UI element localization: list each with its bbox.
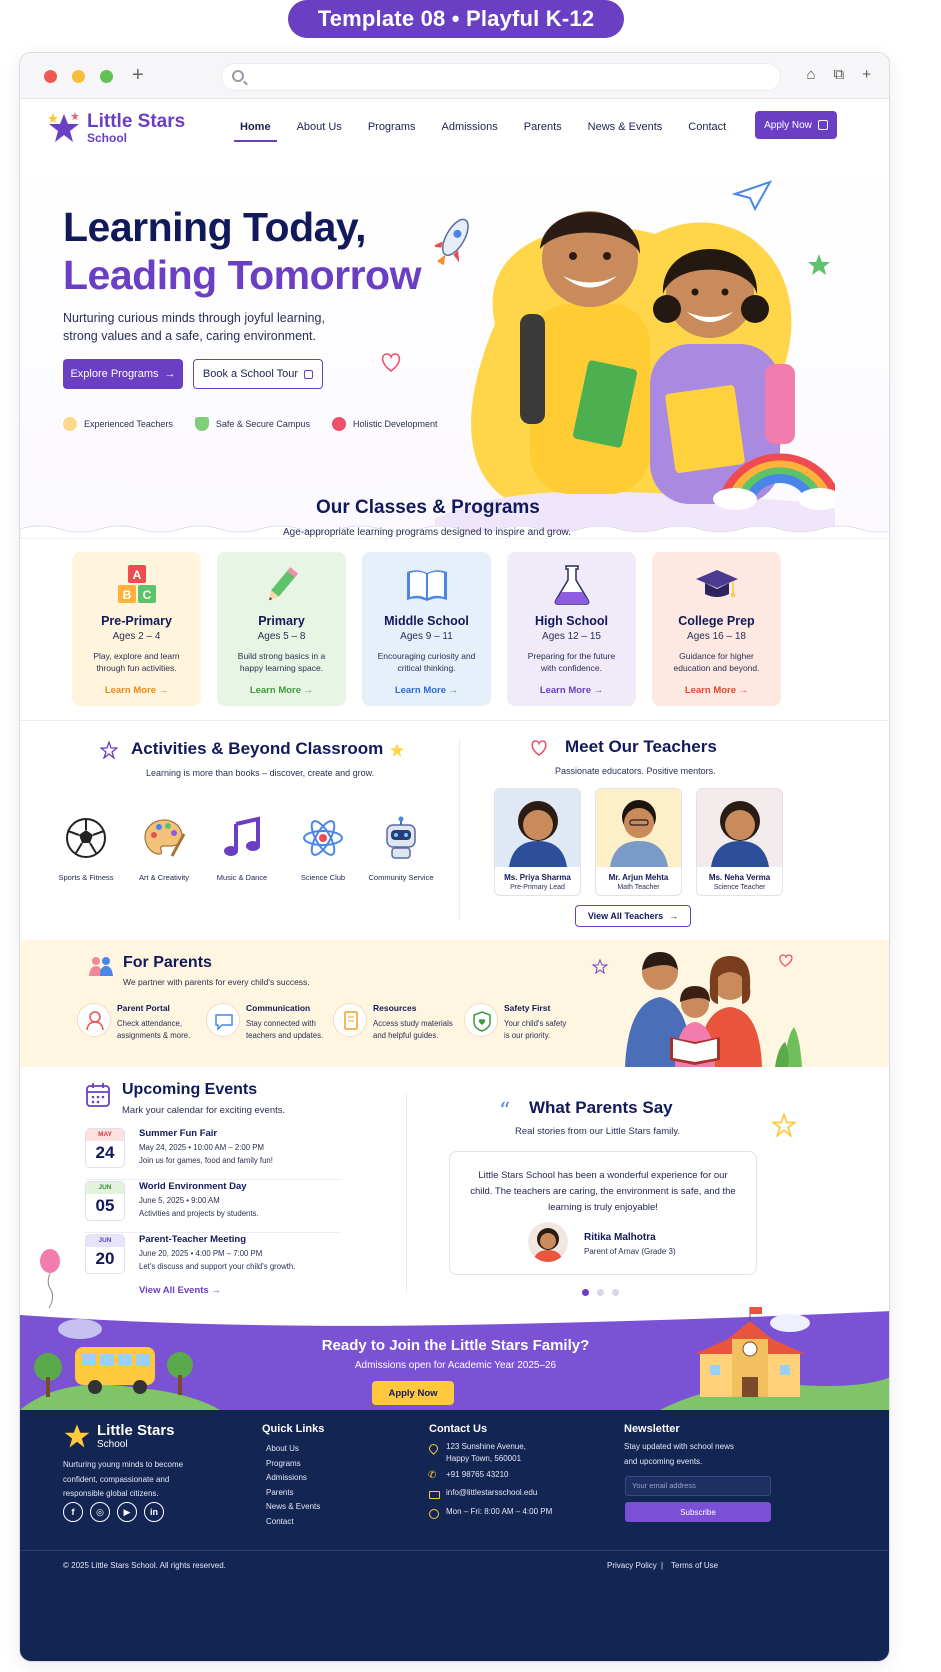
teacher-name: Ms. Priya Sharma bbox=[504, 873, 571, 882]
teacher-card[interactable] bbox=[595, 788, 682, 896]
balloon-icon bbox=[37, 1248, 63, 1310]
program-name: Primary bbox=[258, 614, 305, 628]
activity-music[interactable] bbox=[209, 816, 275, 883]
open-book-icon bbox=[405, 564, 449, 606]
events-title: Upcoming Events bbox=[122, 1081, 258, 1098]
event-day: 24 bbox=[95, 1143, 115, 1162]
hero-title-line1: Learning Today, bbox=[63, 204, 367, 250]
parent-item-title: Safety First bbox=[504, 1003, 551, 1013]
close-window-dot[interactable] bbox=[44, 70, 57, 83]
learn-more-label: Learn More bbox=[104, 685, 157, 696]
robot-icon bbox=[379, 816, 423, 860]
program-card-middle-school[interactable] bbox=[362, 552, 491, 706]
book-tour-button[interactable] bbox=[193, 359, 323, 389]
program-learn-more[interactable] bbox=[217, 685, 346, 696]
site-navbar bbox=[20, 99, 890, 159]
maximize-window-dot[interactable] bbox=[100, 70, 113, 83]
cta-background bbox=[20, 1307, 890, 1410]
hero-features bbox=[63, 417, 438, 431]
learn-more-label: Learn More bbox=[249, 685, 302, 696]
activity-label: Music & Dance bbox=[216, 873, 268, 882]
heart-outline-icon bbox=[529, 739, 549, 757]
site-name: Little Stars bbox=[87, 110, 186, 132]
teacher-role: Math Teacher bbox=[617, 884, 660, 891]
template-label: Template 08 • Playful K-12 bbox=[288, 0, 624, 38]
nav-apply-label: Apply Now bbox=[764, 119, 812, 131]
cta-subtitle: Admissions open for Academic Year 2025–26 bbox=[354, 1360, 557, 1371]
footer-link[interactable]: Admissions bbox=[266, 1473, 307, 1482]
program-name: High School bbox=[535, 614, 608, 628]
event-datetime: June 5, 2025 • 9:00 AM bbox=[139, 1196, 220, 1205]
parent-item-title: Parent Portal bbox=[117, 1003, 170, 1013]
event-date-badge bbox=[85, 1181, 125, 1221]
hero-title-line2: Leading Tomorrow bbox=[63, 252, 421, 298]
abc-blocks-icon bbox=[115, 564, 159, 606]
event-month: JUN bbox=[86, 1235, 124, 1247]
add-icon[interactable]: + bbox=[862, 66, 871, 83]
browser-actions bbox=[806, 66, 871, 83]
arrow-right-icon: → bbox=[738, 685, 749, 696]
program-desc: Guidance for higher education and beyond. bbox=[673, 651, 760, 673]
footer-separator: | bbox=[661, 1561, 664, 1570]
star-logo-icon bbox=[63, 1422, 91, 1450]
nav-admissions[interactable]: Admissions bbox=[441, 121, 498, 133]
parent-item-title: Resources bbox=[373, 1003, 417, 1013]
activity-science[interactable] bbox=[290, 816, 356, 883]
teacher-card[interactable] bbox=[494, 788, 581, 896]
heart-icon bbox=[332, 417, 346, 431]
teacher-photo bbox=[495, 789, 580, 867]
nav-programs[interactable]: Programs bbox=[367, 121, 416, 133]
yellow-star-icon bbox=[389, 742, 405, 758]
teachers-title: Meet Our Teachers bbox=[565, 737, 717, 756]
testimonials-subtitle: Real stories from our Little Stars family. bbox=[515, 1126, 681, 1137]
tabs-icon[interactable]: ⧉ bbox=[833, 66, 845, 83]
teachers-subtitle: Passionate educators. Positive mentors. bbox=[555, 766, 716, 776]
linkedin-icon[interactable]: in bbox=[144, 1502, 164, 1522]
arrow-right-icon: → bbox=[164, 368, 176, 380]
site-footer bbox=[20, 1410, 890, 1662]
parents-section bbox=[20, 940, 890, 1067]
contact-hours: Mon – Fri: 8:00 AM – 4:00 PM bbox=[446, 1507, 553, 1516]
browser-window bbox=[19, 52, 890, 1662]
paint-palette-icon bbox=[142, 816, 186, 860]
nav-parents[interactable]: Parents bbox=[523, 121, 562, 133]
footer-site-name-sub: School bbox=[97, 1439, 128, 1450]
contact-phone: +91 98765 43210 bbox=[446, 1470, 509, 1479]
avatar bbox=[495, 789, 580, 867]
calendar-icon bbox=[304, 370, 313, 379]
quote-icon: “ bbox=[499, 1099, 511, 1124]
event-title: World Environment Day bbox=[139, 1181, 247, 1192]
email-icon bbox=[429, 1491, 440, 1499]
arrow-right-icon: → bbox=[669, 911, 679, 921]
testimonial-card bbox=[449, 1151, 757, 1275]
events-subtitle: Mark your calendar for exciting events. bbox=[122, 1105, 286, 1116]
program-ages: Ages 16 – 18 bbox=[687, 631, 746, 642]
testimonial-relation: Parent of Arnav (Grade 3) bbox=[584, 1247, 676, 1256]
new-tab-icon[interactable]: + bbox=[132, 64, 144, 86]
shield-heart-icon bbox=[464, 1003, 498, 1037]
book-tour-label: Book a School Tour bbox=[202, 368, 299, 380]
minimize-window-dot[interactable] bbox=[72, 70, 85, 83]
hero-kids-illustration bbox=[435, 174, 835, 534]
terms-link[interactable]: Terms of Use bbox=[671, 1561, 719, 1570]
nav-home[interactable]: Home bbox=[240, 121, 271, 133]
paper-plane-icon bbox=[735, 182, 770, 209]
svg-text:C: C bbox=[142, 588, 152, 602]
user-icon bbox=[77, 1003, 111, 1037]
program-learn-more[interactable] bbox=[362, 685, 491, 696]
programs-title: Our Classes & Programs bbox=[316, 497, 540, 518]
event-day: 20 bbox=[95, 1249, 115, 1268]
footer-link[interactable]: News & Events bbox=[266, 1502, 321, 1511]
event-desc: Let's discuss and support your child's growth. bbox=[139, 1262, 296, 1271]
program-desc: Play, explore and learn through fun activities. bbox=[93, 651, 180, 673]
view-all-events-link[interactable] bbox=[139, 1285, 221, 1296]
programs-subtitle: Age-appropriate learning programs designed to inspire and grow. bbox=[283, 527, 571, 538]
program-ages: Ages 5 – 8 bbox=[257, 631, 306, 642]
star-logo-icon bbox=[47, 111, 81, 145]
soccer-ball-icon bbox=[64, 816, 108, 860]
newsletter-title: Newsletter bbox=[624, 1423, 680, 1435]
browser-chrome bbox=[20, 53, 889, 99]
contact-address: 123 Sunshine Avenue, Happy Town, 560001 bbox=[446, 1442, 526, 1463]
feature-teachers bbox=[63, 417, 173, 431]
feature-holistic bbox=[332, 417, 438, 431]
youtube-icon[interactable]: ▶ bbox=[117, 1502, 137, 1522]
carousel-dot[interactable] bbox=[612, 1289, 619, 1296]
pencil-icon bbox=[260, 564, 304, 606]
flask-icon bbox=[550, 564, 594, 606]
teacher-role: Science Teacher bbox=[713, 884, 766, 891]
testimonials-title: What Parents Say bbox=[529, 1098, 673, 1117]
parent-item-desc: Your child's safety is our priority. bbox=[504, 1019, 567, 1040]
family-reading-illustration bbox=[580, 942, 820, 1067]
section-divider bbox=[20, 720, 890, 721]
atom-icon bbox=[301, 816, 345, 860]
svg-text:A: A bbox=[132, 568, 142, 582]
vertical-divider bbox=[406, 1093, 407, 1293]
copyright: © 2025 Little Stars School. All rights reserved. bbox=[63, 1561, 226, 1570]
quick-links-title: Quick Links bbox=[262, 1423, 325, 1435]
family-icon bbox=[88, 954, 114, 978]
cta-apply-button[interactable]: Apply Now bbox=[372, 1381, 454, 1405]
program-learn-more[interactable] bbox=[507, 685, 636, 696]
search-icon bbox=[232, 70, 244, 82]
subscribe-button[interactable]: Subscribe bbox=[625, 1502, 771, 1522]
privacy-link[interactable]: Privacy Policy bbox=[607, 1561, 657, 1570]
program-card-college-prep[interactable] bbox=[652, 552, 781, 706]
star-decor-icon bbox=[808, 254, 830, 275]
hero-subtitle: Nurturing curious minds through joyful learning, strong values and a safe, caring environment. bbox=[63, 311, 325, 343]
music-note-icon bbox=[220, 816, 264, 860]
svg-text:B: B bbox=[122, 588, 132, 602]
program-card-primary[interactable] bbox=[217, 552, 346, 706]
footer-link[interactable]: Contact bbox=[266, 1516, 294, 1526]
carousel-dot[interactable] bbox=[597, 1289, 604, 1296]
calendar-icon bbox=[85, 1082, 111, 1108]
footer-link[interactable]: Programs bbox=[266, 1458, 301, 1468]
activities-subtitle: Learning is more than books – discover, create and grow. bbox=[146, 768, 375, 778]
feature-safe-label: Safe & Secure Campus bbox=[215, 419, 310, 429]
program-ages: Ages 12 – 15 bbox=[542, 631, 601, 642]
clock-icon bbox=[429, 1509, 439, 1519]
hero-title bbox=[63, 203, 421, 299]
shield-icon bbox=[195, 417, 209, 431]
event-row[interactable] bbox=[85, 1181, 340, 1233]
program-ages: Ages 2 – 4 bbox=[112, 631, 161, 642]
arrow-right-icon: → bbox=[158, 685, 169, 696]
activities-title: Activities & Beyond Classroom bbox=[131, 739, 384, 758]
parent-item-desc: Check attendance, assignments & more. bbox=[117, 1019, 191, 1040]
home-icon[interactable]: ⌂ bbox=[806, 66, 816, 83]
footer-tagline: Nurturing young minds to become confident, compassionate and responsible global citizens. bbox=[63, 1460, 184, 1498]
vertical-divider bbox=[459, 739, 460, 921]
feature-teachers-label: Experienced Teachers bbox=[84, 419, 173, 429]
event-date-badge bbox=[85, 1234, 125, 1274]
feature-safe bbox=[195, 417, 310, 431]
arrow-right-icon: → bbox=[211, 1285, 221, 1296]
program-ages: Ages 9 – 11 bbox=[400, 631, 453, 642]
parent-portal-item[interactable] bbox=[77, 1003, 197, 1041]
parent-item-desc: Access study materials and helpful guides. bbox=[373, 1019, 453, 1040]
feature-holistic-label: Holistic Development bbox=[352, 419, 438, 429]
teacher-role: Pre-Primary Lead bbox=[510, 884, 565, 891]
nav-news-events[interactable]: News & Events bbox=[587, 121, 663, 133]
calendar-icon bbox=[818, 120, 828, 130]
teacher-name: Mr. Arjun Mehta bbox=[608, 873, 669, 882]
arrow-right-icon: → bbox=[448, 685, 459, 696]
avatar bbox=[596, 789, 681, 867]
activity-label: Sports & Fitness bbox=[58, 873, 114, 882]
document-icon bbox=[333, 1003, 367, 1037]
arrow-right-icon: → bbox=[303, 685, 314, 696]
teacher-card[interactable] bbox=[696, 788, 783, 896]
teacher-icon bbox=[63, 417, 77, 431]
program-name: College Prep bbox=[678, 614, 755, 628]
program-card-pre-primary[interactable] bbox=[72, 552, 201, 706]
facebook-icon[interactable]: f bbox=[63, 1502, 83, 1522]
phone-icon: ✆ bbox=[428, 1470, 437, 1481]
nav-links bbox=[240, 121, 752, 133]
teacher-photo bbox=[697, 789, 782, 867]
site-logo[interactable] bbox=[47, 111, 185, 145]
rocket-icon bbox=[435, 212, 479, 271]
address-bar[interactable] bbox=[221, 63, 781, 91]
avatar bbox=[697, 789, 782, 867]
event-desc: Join us for games, food and family fun! bbox=[139, 1156, 273, 1165]
event-day: 05 bbox=[95, 1196, 115, 1215]
program-desc: Encouraging curiosity and critical thinking. bbox=[377, 651, 476, 673]
avatar bbox=[528, 1222, 568, 1262]
activity-label: Art & Creativity bbox=[138, 873, 189, 882]
activity-sports[interactable] bbox=[53, 816, 119, 883]
view-all-teachers-button[interactable] bbox=[575, 905, 691, 927]
nav-about[interactable]: About Us bbox=[296, 121, 342, 133]
event-datetime: May 24, 2025 • 10:00 AM – 2:00 PM bbox=[139, 1143, 264, 1152]
newsletter-desc: Stay updated with school news and upcoming events. bbox=[624, 1442, 734, 1466]
event-row[interactable] bbox=[85, 1234, 340, 1286]
location-pin-icon bbox=[427, 1442, 440, 1455]
cta-section bbox=[20, 1307, 890, 1410]
site-name-sub: School bbox=[87, 130, 128, 145]
nav-apply-button[interactable] bbox=[755, 111, 837, 139]
explore-programs-label: Explore Programs bbox=[70, 368, 159, 380]
program-name: Middle School bbox=[384, 614, 469, 628]
teacher-name: Ms. Neha Verma bbox=[708, 873, 771, 882]
event-row[interactable] bbox=[85, 1128, 340, 1180]
parents-subtitle: We partner with parents for every child's success. bbox=[123, 977, 310, 987]
event-datetime: June 20, 2025 • 4:00 PM – 7:00 PM bbox=[139, 1249, 263, 1258]
program-name: Pre-Primary bbox=[101, 614, 172, 628]
event-month: MAY bbox=[86, 1129, 124, 1141]
resources-item[interactable] bbox=[333, 1003, 457, 1041]
event-title: Parent-Teacher Meeting bbox=[139, 1234, 246, 1245]
learn-more-label: Learn More bbox=[394, 685, 447, 696]
chat-icon bbox=[206, 1003, 240, 1037]
footer-logo[interactable] bbox=[63, 1422, 175, 1450]
explore-programs-button[interactable] bbox=[63, 359, 183, 389]
testimonial-quote: Little Stars School has been a wonderful experience for our child. The teachers are caring, the environment is safe, and the learning is truly enjoyable! bbox=[470, 1170, 736, 1213]
footer-link[interactable]: About Us bbox=[266, 1444, 299, 1453]
event-date-badge bbox=[85, 1128, 125, 1168]
arrow-right-icon: → bbox=[593, 685, 604, 696]
nav-contact[interactable]: Contact bbox=[688, 121, 727, 133]
yellow-star-icon bbox=[772, 1113, 796, 1137]
parent-item-desc: Stay connected with teachers and updates. bbox=[246, 1019, 324, 1040]
communication-item[interactable] bbox=[206, 1003, 326, 1041]
program-learn-more[interactable] bbox=[652, 685, 781, 696]
view-all-teachers-label: View All Teachers bbox=[587, 911, 664, 921]
view-all-events-label: View All Events bbox=[139, 1285, 209, 1296]
learn-more-label: Learn More bbox=[539, 685, 592, 696]
teacher-photo bbox=[596, 789, 681, 867]
activity-label: Science Club bbox=[300, 873, 346, 882]
footer-bottom-bar bbox=[20, 1550, 890, 1580]
quick-links bbox=[266, 1442, 320, 1529]
activity-art[interactable] bbox=[131, 816, 197, 883]
contact-email[interactable]: info@littlestarsschool.edu bbox=[446, 1488, 538, 1497]
event-month: JUN bbox=[86, 1182, 124, 1194]
program-card-high-school[interactable] bbox=[507, 552, 636, 706]
program-learn-more[interactable] bbox=[72, 685, 201, 696]
newsletter-email-input[interactable]: Your email address bbox=[625, 1476, 771, 1496]
footer-site-name: Little Stars bbox=[97, 1422, 175, 1439]
sparkle-star-icon bbox=[100, 741, 118, 759]
program-desc: Preparing for the future with confidence. bbox=[527, 651, 616, 673]
event-desc: Activities and projects by students. bbox=[139, 1209, 259, 1218]
graduation-cap-icon bbox=[695, 564, 739, 606]
parents-title: For Parents bbox=[123, 954, 212, 971]
safety-item[interactable] bbox=[464, 1003, 574, 1041]
activity-community[interactable] bbox=[368, 816, 434, 883]
activity-label: Community Service bbox=[368, 873, 434, 882]
hero-section bbox=[20, 159, 890, 529]
learn-more-label: Learn More bbox=[684, 685, 737, 696]
heart-doodle-icon bbox=[378, 349, 404, 375]
program-desc: Build strong basics in a happy learning space. bbox=[237, 651, 326, 673]
event-title: Summer Fun Fair bbox=[139, 1128, 218, 1139]
instagram-icon[interactable]: ◎ bbox=[90, 1502, 110, 1522]
footer-link[interactable]: Parents bbox=[266, 1487, 294, 1497]
carousel-dots bbox=[582, 1289, 619, 1296]
parent-item-title: Communication bbox=[246, 1003, 311, 1013]
contact-title: Contact Us bbox=[429, 1423, 488, 1435]
carousel-dot-active[interactable] bbox=[582, 1289, 589, 1296]
cta-title: Ready to Join the Little Stars Family? bbox=[321, 1337, 590, 1354]
testimonial-author: Ritika Malhotra bbox=[584, 1232, 656, 1243]
